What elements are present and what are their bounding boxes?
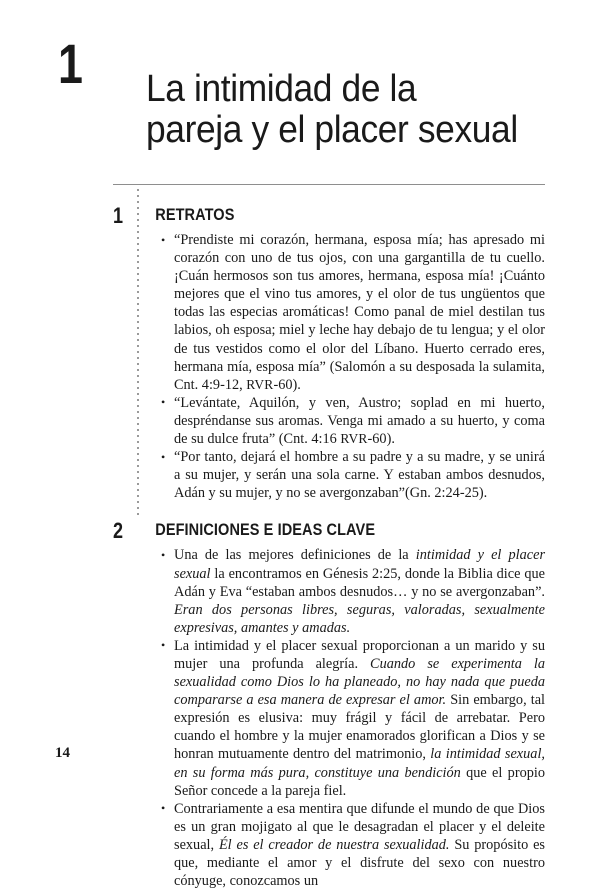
bullet-text: Una de las mejores definiciones de la: [174, 547, 416, 564]
section-number-2: 2: [113, 518, 124, 544]
title-divider-rule: [113, 184, 545, 185]
bullet-text: la encontramos en Génesis 2:25, donde la Biblia dice que Adán y Eva “estaban ambos desnudos… y no se avergonzaban”.: [174, 565, 545, 600]
section-number-1: 1: [113, 203, 124, 228]
section-retratos: [113, 205, 545, 502]
bullet-text-tail: -60).: [273, 376, 301, 393]
bible-version-smallcaps: RVR: [340, 431, 368, 447]
bullet-text-tail: Su propósito es que, mediante el amor y el disfrute del sexo con nuestro cónyuge, conozcamos un: [174, 836, 545, 890]
bullet-text: “Por tanto, dejará el hombre a su padre y a su madre, y se unirá a su mujer, y serán una sola carne. Y estaban ambos desnudos, Adán y su mujer, y no se avergonzaban”(Gn. 2:24-25).: [174, 449, 545, 502]
emphasis-text: la intimidad sexual, en su forma más pura, constituye una bendición: [174, 746, 545, 781]
emphasis-text: Cuando se experimenta la sexualidad como Dios lo ha planeado, no hay nada que pueda compararse a esa manera de expresar el amor.: [174, 655, 545, 709]
list-item: [161, 637, 545, 800]
list-item: [161, 231, 545, 394]
list-item: [161, 546, 545, 636]
page-content: [113, 205, 545, 890]
bullet-text: Sin embargo, tal expresión es elusiva: muy frágil y fácil de arrebatar. Pero cuando el hombre y la mujer enamorados glorifican a Dios y se honran mutuamente dentro del matrimonio,: [174, 692, 546, 763]
page-number: 14: [55, 745, 70, 761]
bible-version-smallcaps: RVR: [246, 376, 274, 392]
chapter-number: 1: [58, 32, 83, 95]
list-item: [161, 800, 545, 890]
section-heading-retratos: RETRATOS: [155, 206, 235, 224]
bullet-text: Contrariamente a esa mentira que difunde el mundo de que Dios es un gran mojigato al que le desagradan el placer y el deleite sexual,: [174, 800, 545, 853]
bullet-list-definiciones: [113, 546, 545, 890]
bullet-text: “Levántate, Aquilón, y ven, Austro; soplad en mi huerto, despréndanse sus aromas. Venga mi amado a su huerto, y coma de su dulce fruta” (Cnt. 4:16: [174, 394, 545, 448]
emphasis-text: Él es el creador de nuestra sexualidad.: [218, 836, 450, 853]
emphasis-text: intimidad y el placer sexual: [174, 547, 546, 582]
chapter-title: La intimidad de la pareja y el placer sexual: [146, 68, 518, 152]
bullet-text: “Prendiste mi corazón, hermana, esposa mía; has apresado mi corazón con uno de tus ojos, con una gargantilla de tu cuello. ¡Cuán hermosos son tus amores, hermana, esposa mía! ¡Cuánto mejores que el vino tus amores, y el olor de tus ungüentos que todas las especias aromáticas! Como panal de miel destilan tus labios, oh esposa; miel y leche hay debajo de tu lengua; y el olor de tus vestidos como el olor del Líbano. Huerto cerrado eres, hermana mía, esposa mía” (Salomón a su desposada la sulamita, Cnt. 4:9-12,: [174, 232, 545, 393]
list-item: [161, 394, 545, 448]
section-spacer: [113, 502, 545, 520]
bullet-text-tail: que el propio Señor concede a la pareja fiel.: [174, 764, 545, 799]
bullet-text-tail: -60).: [367, 431, 395, 448]
section-definiciones: [113, 520, 545, 890]
emphasis-text: Eran dos personas libres, seguras, valoradas, sexualmente expresivas, amantes y amadas.: [174, 601, 545, 636]
list-item: [161, 448, 545, 502]
section-heading-definiciones: DEFINICIONES E IDEAS CLAVE: [155, 521, 376, 540]
bullet-text: La intimidad y el placer sexual proporcionan a un marido y su mujer una profunda alegría.: [174, 637, 545, 672]
bullet-list-retratos: [113, 231, 545, 502]
